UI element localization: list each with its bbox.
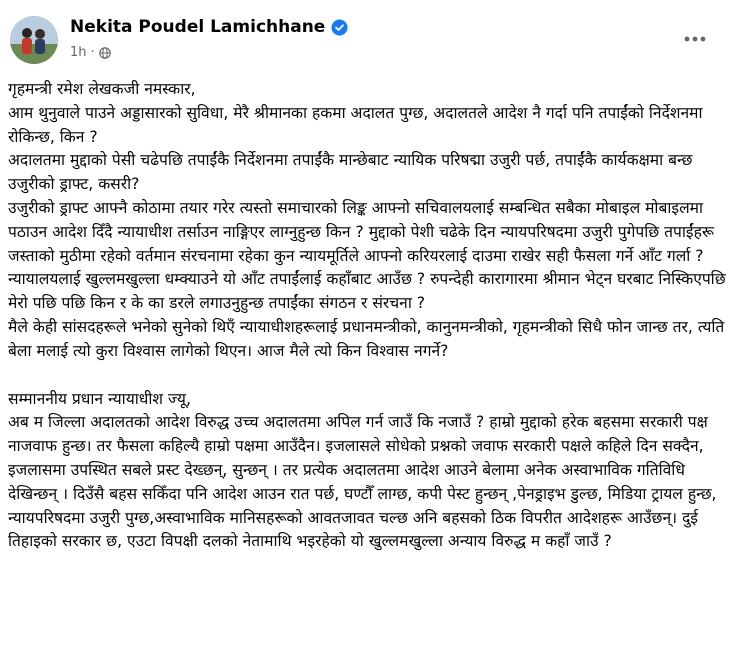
paragraph: अब म जिल्ला अदालतको आदेश विरुद्ध उच्च अदालतमा अपिल गर्न जाउँ कि नजाउँ ? हाम्रो मुद्दाको हरेक बहसमा सरकारी पक्ष नाजवाफ हुन्छ। तर फैसला कहिल्यै हाम्रो पक्षमा आउँदैन। इजलासले सोधेको प्रश्नको जवाफ सरकारी पक्षले कहिले दिन सक्दैन, इजलासमा उपस्थित सबले प्रस्ट देख्छन्, सुन्छन् । तर प्रत्येक अदालतमा आदेश आउने बेलामा अनेक अस्वाभाविक गतिविधि देखिन्छन् । दिउँसै बहस सकिँदा पनि आदेश आउन रात पर्छ, घण्टौँ लाग्छ, कपी पेस्ट हुन्छन् ,पेनड्राइभ डुल्छ, मिडिया ट्रायल हुन्छ, न्यायपरिषदमा उजुरी पुग्छ,अस्वाभाविक मानिसहरूको आवतजावत चल्छ अनि बहसको ठिक विपरीत आदेशहरू आउँछन्। दुई तिहाइको सरकार छ, एउटा विपक्षी दलको नेतामाथि भइरहेको यो खुल्लमखुल्ला अन्याय विरुद्ध म कहाँ जाउँ ? <box>8 413 717 551</box>
paragraph: मैले केही सांसदहरूले भनेको सुनेको थिएँ न्यायाधीशहरूलाई प्रधानमन्त्रीको, कानुनमन्त्रीको, गृहमन्त्रीको सिधै फोन जान्छ तर, त्यति बेला मलाई त्यो कुरा विश्वास लागेको थिएन। आज मैले त्यो किन विश्वास नगर्ने? <box>8 317 725 360</box>
profile-photo <box>10 16 58 64</box>
paragraph: उजुरीको ड्राफ्ट आफ्नै कोठामा तयार गरेर त्यस्तो समाचारको लिङ्क आफ्नो सचिवालयलाई सम्बन्धित सबैका मोबाइल मोबाइलमा पठाउन आदेश दिँदै न्यायाधीश तर्साउन नाङ्गिएर लाग्नुहुन्छ किन ? मुद्दाको पेशी चढेके दिन न्यायपरिषदमा उजुरी पुगेपछि तपाईंहरू जस्ताको मुठीमा रहेको वर्तमान संरचनामा रहेका कुन न्यायमूर्तिले आफ्नो करियरलाई दाउमा राखेर सही फैसला गर्ने आँट गर्ला ? न्यायालयलाई खुल्लमखुल्ला धम्क्याउने यो आँट तपाईंलाई कहाँबाट आउँछ ? रुपन्देही कारागारमा श्रीमान भेट्न घरबाट निस्किएपछि मेरो पछि पछि किन र के का डरले लगाउनुहुन्छ तपाईंका संगठन र संरचना ? <box>8 198 726 313</box>
salutation-line: सम्माननीय प्रधान न्यायाधीश ज्यू, <box>8 389 191 408</box>
meta-separator: · <box>90 45 95 60</box>
avatar[interactable] <box>10 16 58 64</box>
paragraph: आम थुनुवाले पाउने अड्डासारको सुविधा, मेरै श्रीमानका हकमा अदालत पुग्छ, अदालतले आदेश नै गर्दा पनि तपाईंको निर्देशनमा रोकिन्छ, किन ? <box>8 103 703 146</box>
verified-badge-icon <box>331 19 348 36</box>
post-body <box>8 78 730 554</box>
more-options-icon <box>683 36 707 42</box>
post-meta <box>70 45 111 60</box>
globe-icon <box>99 47 111 59</box>
author-name-row <box>70 17 348 37</box>
author-name[interactable]: Nekita Poudel Lamichhane <box>70 17 326 37</box>
post-time[interactable]: 1h <box>70 45 87 60</box>
more-options-button[interactable] <box>677 27 713 51</box>
post-header <box>0 0 739 78</box>
greeting-line: गृहमन्त्री रमेश लेखकजी नमस्कार, <box>8 80 196 98</box>
paragraph: अदालतमा मुद्दाको पेसी चढेपछि तपाईंकै निर्देशनमा तपाईंकै मान्छेबाट न्यायिक परिषद्मा उजुरी पर्छ, तपाईंकै कार्यकक्षमा बन्छ उजुरीको ड्राफ्ट, कसरी? <box>8 151 693 194</box>
paragraph-gap <box>8 364 730 388</box>
